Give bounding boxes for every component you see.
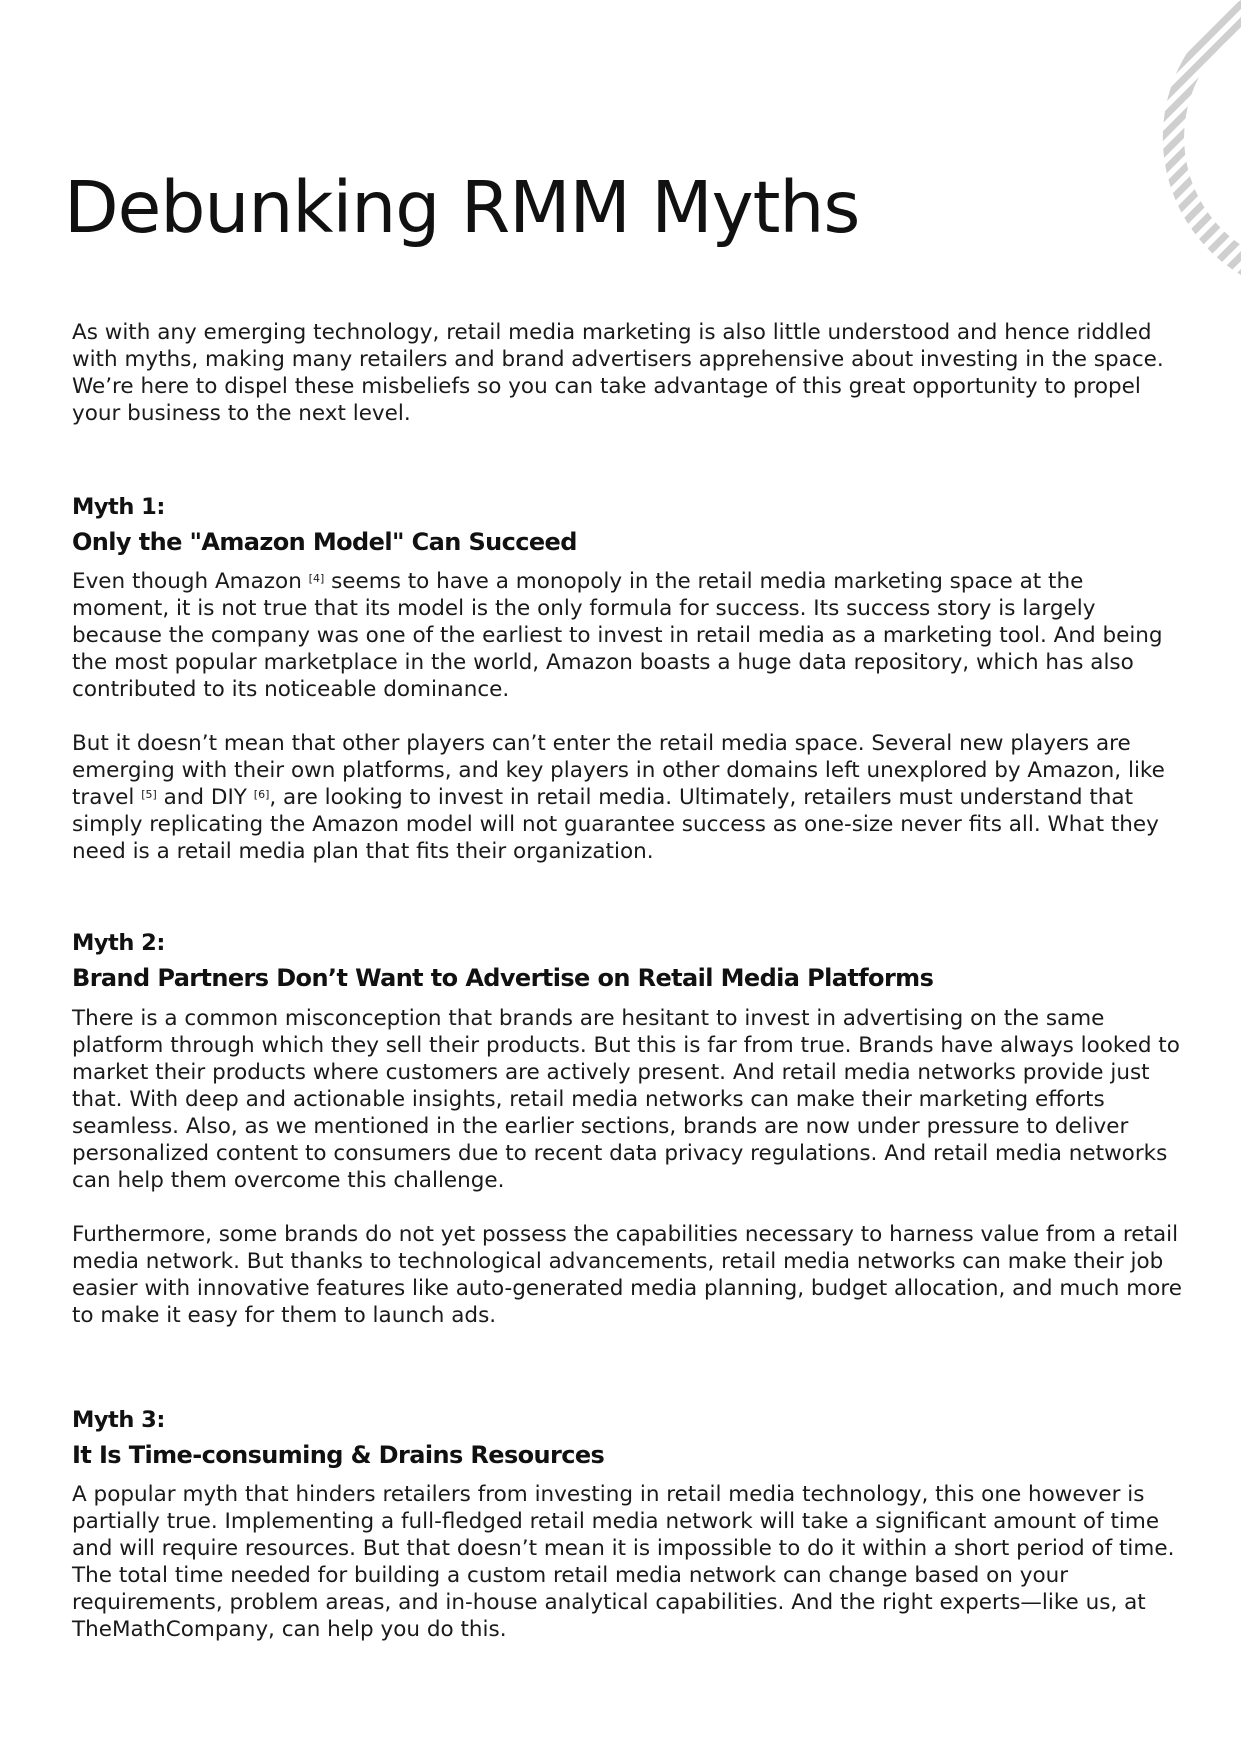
decorative-stripe <box>1233 0 1241 275</box>
reference-5: [5] <box>141 788 157 801</box>
myth-2-paragraph-1: There is a common misconception that brands are hesitant to invest in advertising on the same platform through which they sell their products. But this is far from true. Brands have always looked to market their products where customers are actively present. And retail media networks provide just that. With deep and actionable insights, retail media networks can make their marketing efforts seamless. Also, as we mentioned in the earlier sections, brands are now under pressure to deliver personalized content to consumers due to recent data privacy regulations. And retail media networks can help them overcome this challenge. <box>72 1006 1180 1193</box>
decorative-stripe <box>1101 0 1155 275</box>
myth-2-paragraph-2: Furthermore, some brands do not yet possess the capabilities necessary to harness value from a retail media network. But thanks to technological advancements, retail media networks can make their job easier with innovative features like auto-generated media planning, budget allocation, and much more to make it easy for them to launch ads. <box>72 1222 1182 1328</box>
reference-4: [4] <box>308 572 325 585</box>
page-title: Debunking RMM Myths <box>64 166 860 249</box>
decorative-stripe <box>1101 0 1119 275</box>
myth-1-title: Only the "Amazon Model" Can Succeed <box>72 528 577 556</box>
myth-3-label: Myth 3: <box>72 1407 165 1433</box>
reference-6: [6] <box>253 788 270 801</box>
decorative-stripe <box>1101 0 1209 275</box>
myth-1-paragraph-2: But it doesn’t mean that other players can’t enter the retail media space. Several new players are emerging with their own platforms, and key players in other domains left unexplored by Amazon, like travel [5] and DIY [6], are looking to invest in retail media. Ultimately, retailers must understand that simply replicating the Amazon model will not guarantee success as one-size never fits all. What they need is a retail media plan that fits their organization. <box>72 731 1165 864</box>
decorative-stripe <box>1101 0 1241 275</box>
intro-paragraph: As with any emerging technology, retail media marketing is also little understood and hence riddled with myths, making many retailers and brand advertisers apprehensive about investing in the space. We’re here to dispel these misbeliefs so you can take advantage of this great opportunity to propel your business to the next level. <box>72 320 1164 426</box>
myth-2-label: Myth 2: <box>72 930 165 956</box>
myth-3-title: It Is Time-consuming & Drains Resources <box>72 1441 605 1469</box>
myth-2-title: Brand Partners Don’t Want to Advertise on Retail Media Platforms <box>72 964 934 992</box>
myth-1-paragraph-1: Even though Amazon [4] seems to have a monopoly in the retail media marketing space at the moment, it is not true that its model is the only formula for success. Its success story is largely because the company was one of the earliest to invest in retail media as a marketing tool. And being the most popular marketplace in the world, Amazon boasts a huge data repository, which has also contributed to its noticeable dominance. <box>72 569 1163 702</box>
myth-1-label: Myth 1: <box>72 494 165 520</box>
decorative-stripe <box>1101 0 1137 275</box>
myth-3-paragraph-1: A popular myth that hinders retailers from investing in retail media technology, this one however is partially true. Implementing a full-fledged retail media network will take a significant amount of time and will require resources. But that doesn’t mean it is impossible to do it within a short period of time. The total time needed for building a custom retail media network can change based on your requirements, problem areas, and in-house analytical capabilities. And the right experts—like us, at TheMathCompany, can help you do this. <box>72 1482 1175 1642</box>
decorative-stripe <box>1101 0 1173 275</box>
decorative-striped-arc <box>1101 0 1241 275</box>
